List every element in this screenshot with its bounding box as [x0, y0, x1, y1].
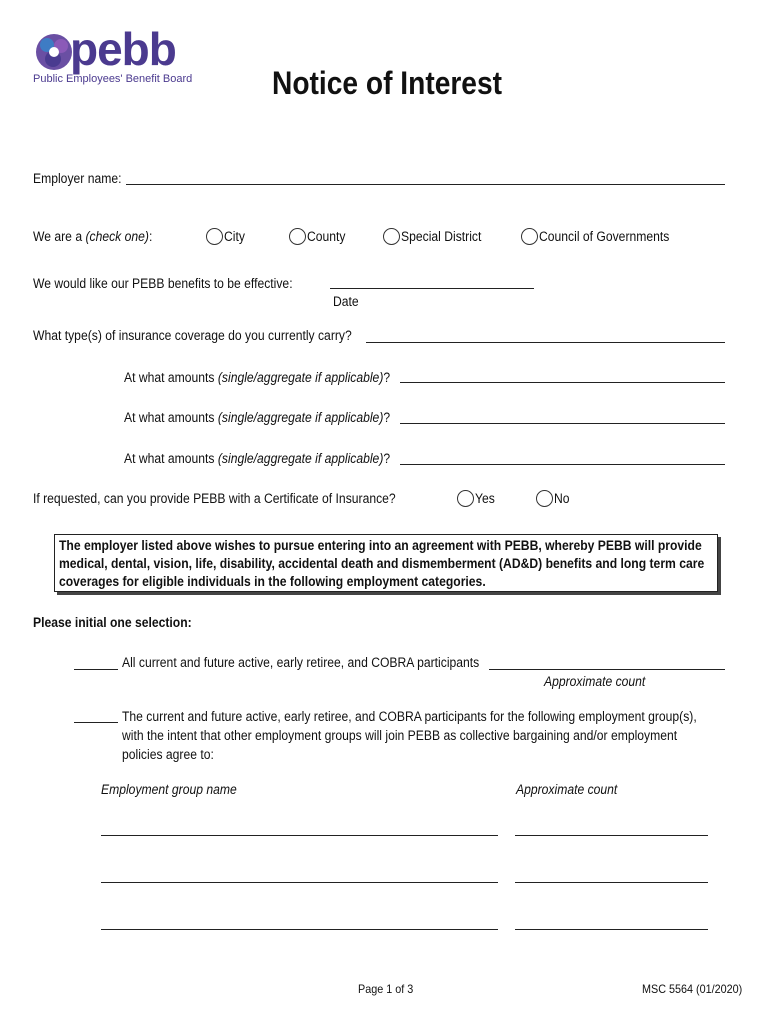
form-id: MSC 5564 (01/2020) [642, 982, 743, 996]
logo-subtitle: Public Employees' Benefit Board [33, 73, 193, 85]
initial-field-2[interactable] [74, 722, 118, 723]
group-name-field-1[interactable] [101, 835, 498, 836]
notice-box [54, 534, 718, 592]
employer-name-label: Employer name: [33, 171, 122, 186]
amount-prefix: At what amounts [124, 410, 218, 425]
amount-field-3[interactable] [400, 464, 725, 465]
amount-prefix: At what amounts [124, 370, 218, 385]
radio-yes-label: Yes [475, 491, 495, 506]
amount-hint: (single/aggregate if applicable) [217, 410, 384, 425]
radio-special-district-label: Special District [401, 229, 482, 244]
amount-suffix: ? [383, 451, 391, 466]
amount-prefix: At what amounts [124, 451, 218, 466]
amount-hint: (single/aggregate if applicable) [217, 451, 384, 466]
check-one-label [33, 229, 152, 245]
radio-yes[interactable] [457, 490, 474, 507]
radio-council-of-governments[interactable] [521, 228, 538, 245]
option1-count-caption: Approximate count [544, 674, 646, 689]
amount-suffix: ? [383, 410, 391, 425]
amount-label-1 [124, 370, 390, 386]
amount-label-2 [124, 410, 390, 426]
effective-date-label: We would like our PEBB benefits to be effective: [33, 276, 293, 291]
notice-text: The employer listed above wishes to pursue entering into an agreement with PEBB, whereby PEBB will provide medical, dental, vision, life, disability, accidental death and dismemberment (AD&D) benefits and long term care coverages for eligible individuals in the following employment categories. [59, 538, 705, 589]
check-one-suffix: : [148, 229, 153, 244]
radio-county-label: County [307, 229, 346, 244]
radio-special-district[interactable] [383, 228, 400, 245]
logo-wordmark: pebb [70, 23, 176, 75]
effective-date-field[interactable] [330, 288, 534, 289]
radio-no[interactable] [536, 490, 553, 507]
group-name-field-3[interactable] [101, 929, 498, 930]
group-name-field-2[interactable] [101, 882, 498, 883]
check-one-prefix: We are a [33, 229, 86, 244]
group-count-field-2[interactable] [515, 882, 708, 883]
radio-no-label: No [554, 491, 570, 506]
page-number: Page 1 of 3 [358, 982, 414, 996]
group-count-field-3[interactable] [515, 929, 708, 930]
coverage-field[interactable] [366, 342, 725, 343]
employer-name-field[interactable] [126, 184, 725, 185]
amount-label-3 [124, 451, 390, 467]
option1-text: All current and future active, early retiree, and COBRA participants [122, 655, 480, 670]
amount-field-1[interactable] [400, 382, 725, 383]
coverage-question: What type(s) of insurance coverage do you currently carry? [33, 328, 352, 343]
radio-county[interactable] [289, 228, 306, 245]
radio-city-label: City [224, 229, 245, 244]
selection-heading: Please initial one selection: [33, 615, 192, 630]
group-count-header: Approximate count [516, 782, 618, 797]
check-one-hint: (check one) [85, 229, 149, 244]
option2-line3: policies agree to: [122, 747, 214, 762]
group-name-header: Employment group name [101, 782, 237, 797]
amount-suffix: ? [383, 370, 391, 385]
initial-field-1[interactable] [74, 669, 118, 670]
option1-count-field[interactable] [489, 669, 725, 670]
radio-council-of-governments-label: Council of Governments [539, 229, 670, 244]
amount-hint: (single/aggregate if applicable) [217, 370, 384, 385]
certificate-question: If requested, can you provide PEBB with a Certificate of Insurance? [33, 491, 396, 506]
option2-line1: The current and future active, early retiree, and COBRA participants for the following employment group(s), [122, 709, 697, 724]
group-count-field-1[interactable] [515, 835, 708, 836]
option2-line2: with the intent that other employment groups will join PEBB as collective bargaining and/or employment [122, 728, 678, 743]
amount-field-2[interactable] [400, 423, 725, 424]
page-title: Notice of Interest [272, 65, 503, 101]
date-caption: Date [333, 294, 359, 309]
radio-city[interactable] [206, 228, 223, 245]
